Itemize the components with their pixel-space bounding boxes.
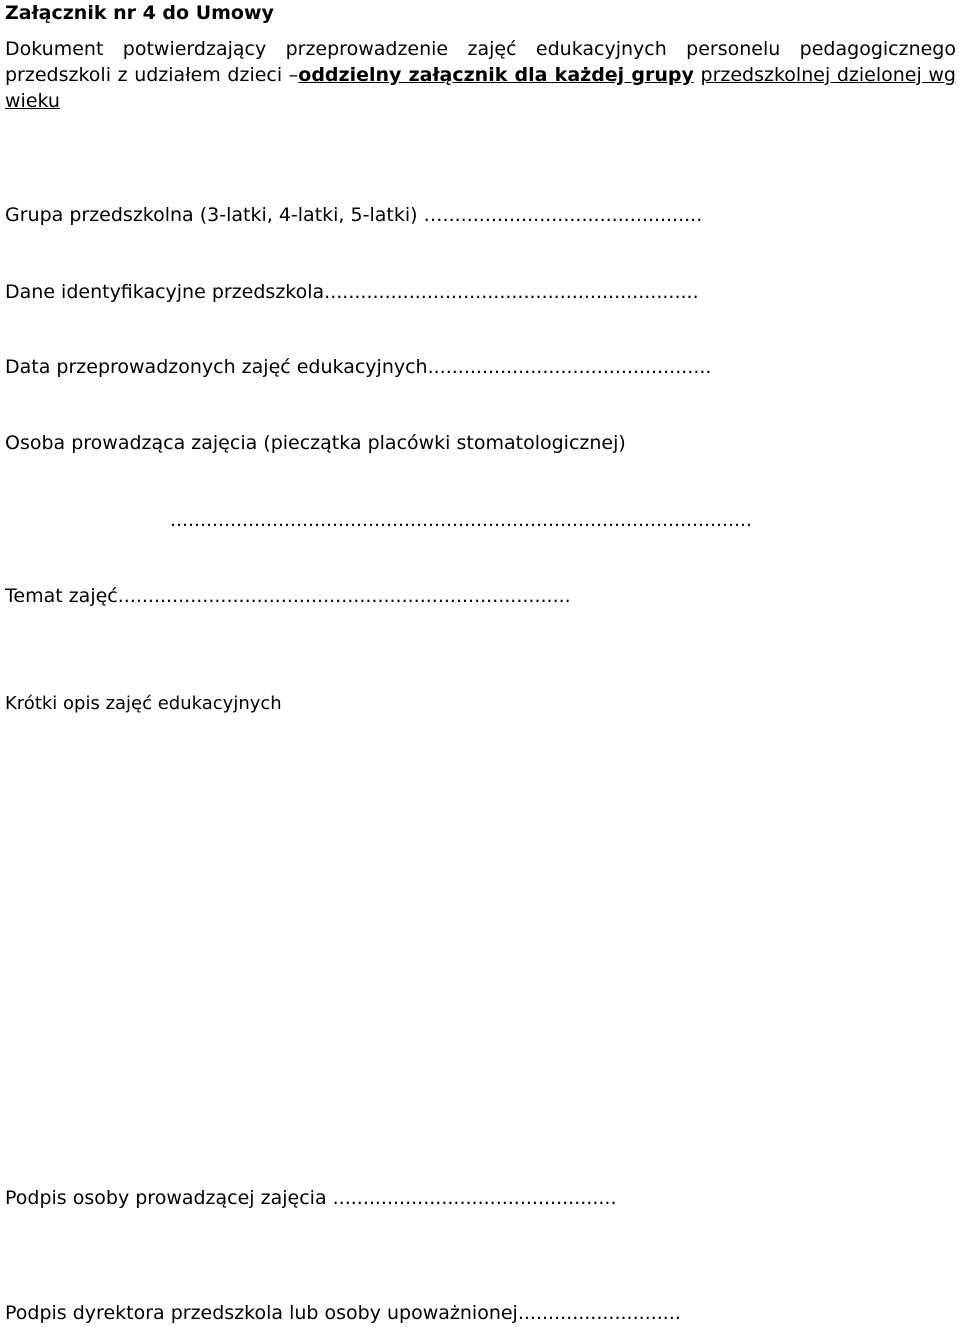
intro-plain-text: Dokument potwierdzający przeprowadzenie zajęć edukacyjnych personelu pedagogicznego przedszkoli z udziałem dzieci –: [5, 38, 956, 86]
document-title: Załącznik nr 4 do Umowy: [5, 2, 274, 24]
intro-paragraph: [5, 36, 956, 114]
field-group: Grupa przedszkolna (3-latki, 4-latki, 5-latki) …...........................................: [5, 204, 703, 226]
field-signature-teacher: Podpis osoby prowadzącej zajęcia ...............................................: [5, 1187, 617, 1209]
field-date: Data przeprowadzonych zajęć edukacyjnych...............................................: [5, 356, 712, 378]
field-school-data: Dane identyfikacyjne przedszkola..............................................................: [5, 281, 699, 303]
field-signature-director: Podpis dyrektora przedszkola lub osoby upoważnionej...........................: [5, 1302, 681, 1324]
intro-underlined-text: przedszkolnej dzielonej wg wieku: [5, 64, 956, 112]
field-topic: Temat zajęć...........................................................................: [5, 585, 571, 607]
intro-bold-underlined-text: oddzielny załącznik dla każdej grupy: [298, 64, 694, 86]
field-teacher: Osoba prowadząca zajęcia (pieczątka placówki stomatologicznej): [5, 432, 626, 454]
field-description: Krótki opis zajęć edukacyjnych: [5, 693, 282, 714]
field-teacher-dots: …………………………………………………………………………………….: [170, 510, 752, 531]
